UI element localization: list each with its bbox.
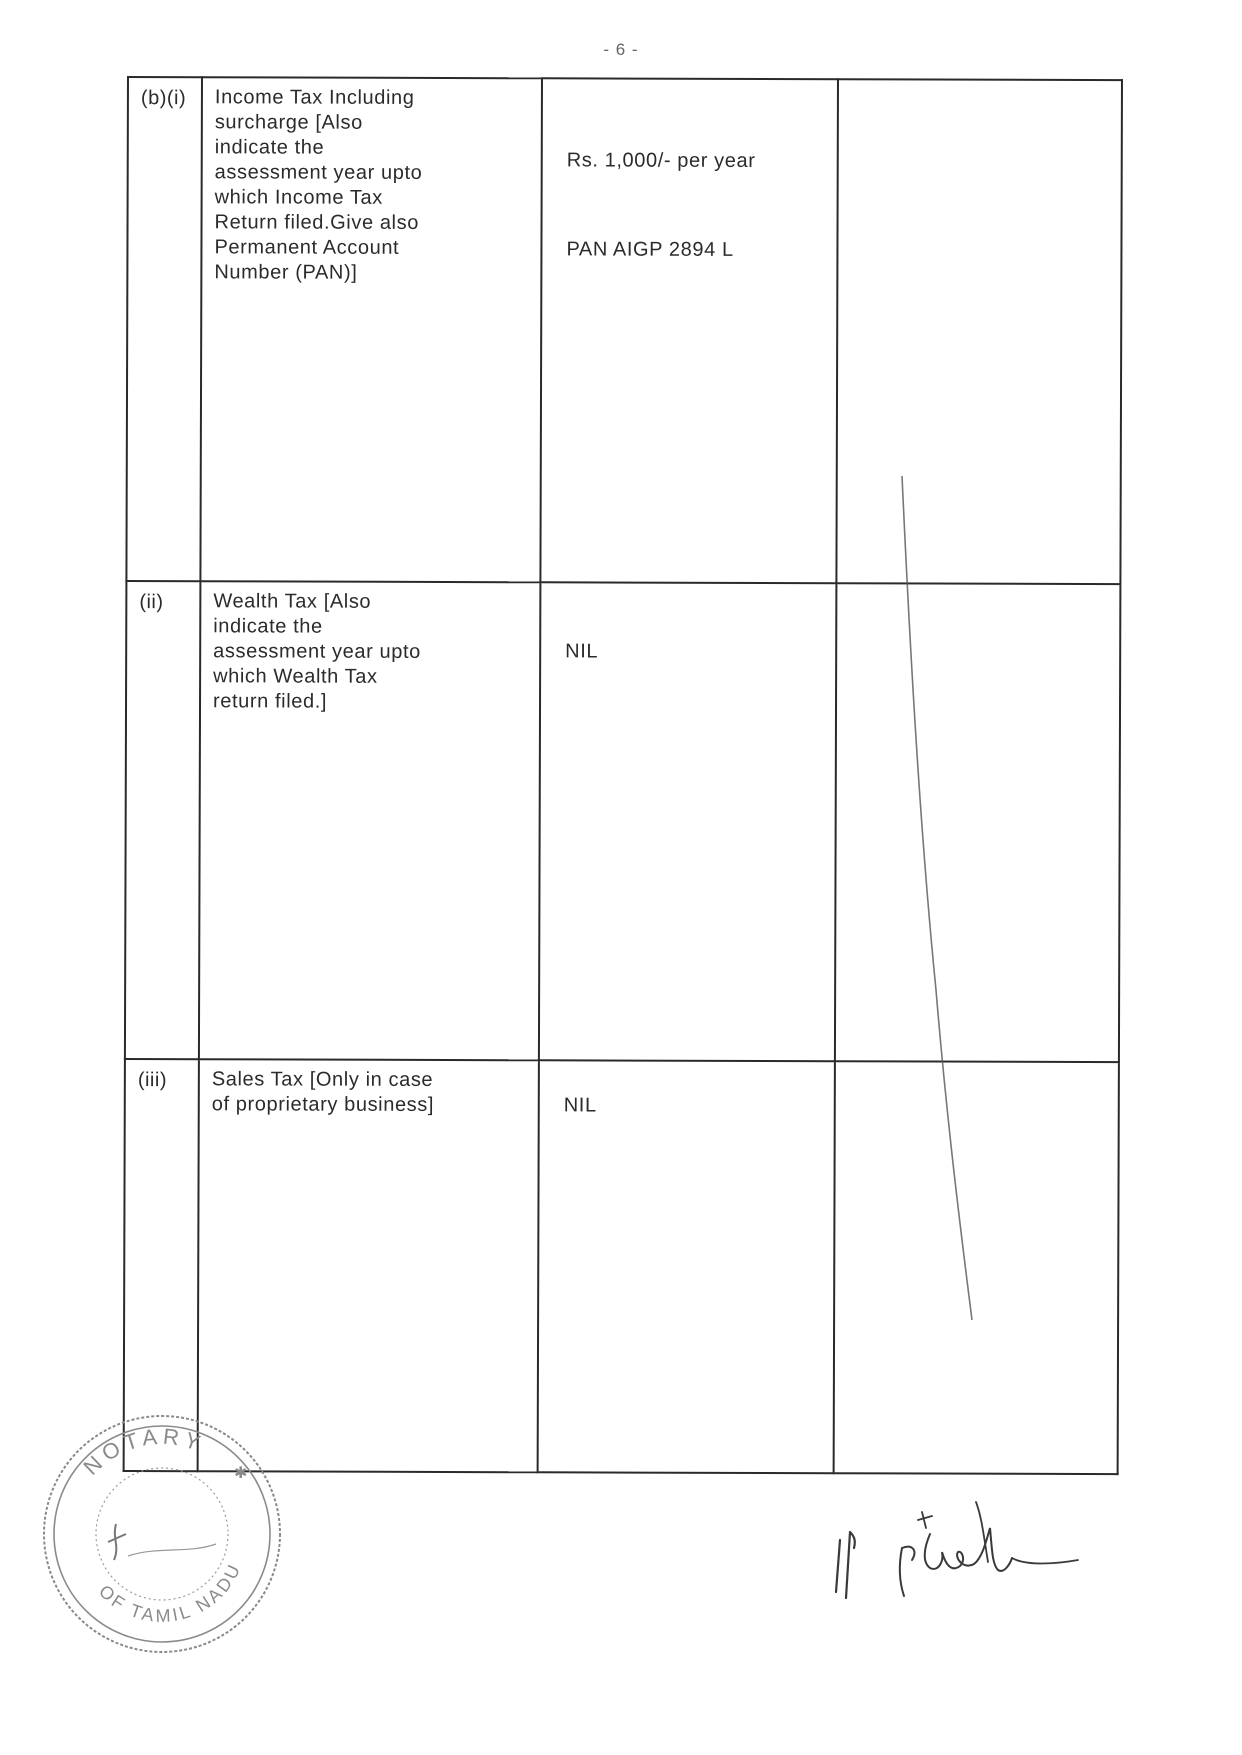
handwritten-signature: [826, 1488, 1086, 1608]
item-number: (iii): [137, 1069, 168, 1092]
item-number-cell: [125, 581, 201, 1059]
item-number: (ii): [139, 591, 164, 614]
item-value-cell: [540, 78, 838, 583]
page-number: - 6 -: [603, 40, 639, 59]
item-value-cell: [539, 582, 837, 1061]
item-description-cell: [200, 77, 542, 582]
item-description-cell: [199, 581, 541, 1060]
item-number-cell: [126, 77, 202, 581]
item-value: NIL: [563, 1094, 597, 1117]
item-description: Sales Tax [Only in case of proprietary business]: [211, 1068, 435, 1116]
seal-top-text: NOTARY: [78, 1423, 209, 1480]
pen-stroke-mark: [880, 470, 1000, 1330]
notary-seal-stamp: [28, 1406, 296, 1656]
item-value-cell: [538, 1060, 835, 1473]
svg-text:NOTARY: [78, 1424, 208, 1480]
svg-text:OF TAMIL NADU: [95, 1559, 245, 1626]
item-value-pan: PAN AIGP 2894 L: [566, 238, 734, 261]
item-value: NIL: [565, 640, 599, 663]
item-description: Income Tax Including surcharge [Also indicate the assessment year upto which Income Tax Return filed.Give also Permanent Account Number (PAN)]: [214, 86, 423, 284]
item-number: (b)(i): [140, 87, 187, 110]
seal-star-icon: ✱: [234, 1463, 248, 1482]
seal-bottom-text: OF TAMIL NADU: [94, 1559, 246, 1627]
item-value-amount: Rs. 1,000/- per year: [566, 149, 756, 172]
item-description: Wealth Tax [Also indicate the assessment year upto which Wealth Tax return filed.]: [213, 590, 421, 713]
